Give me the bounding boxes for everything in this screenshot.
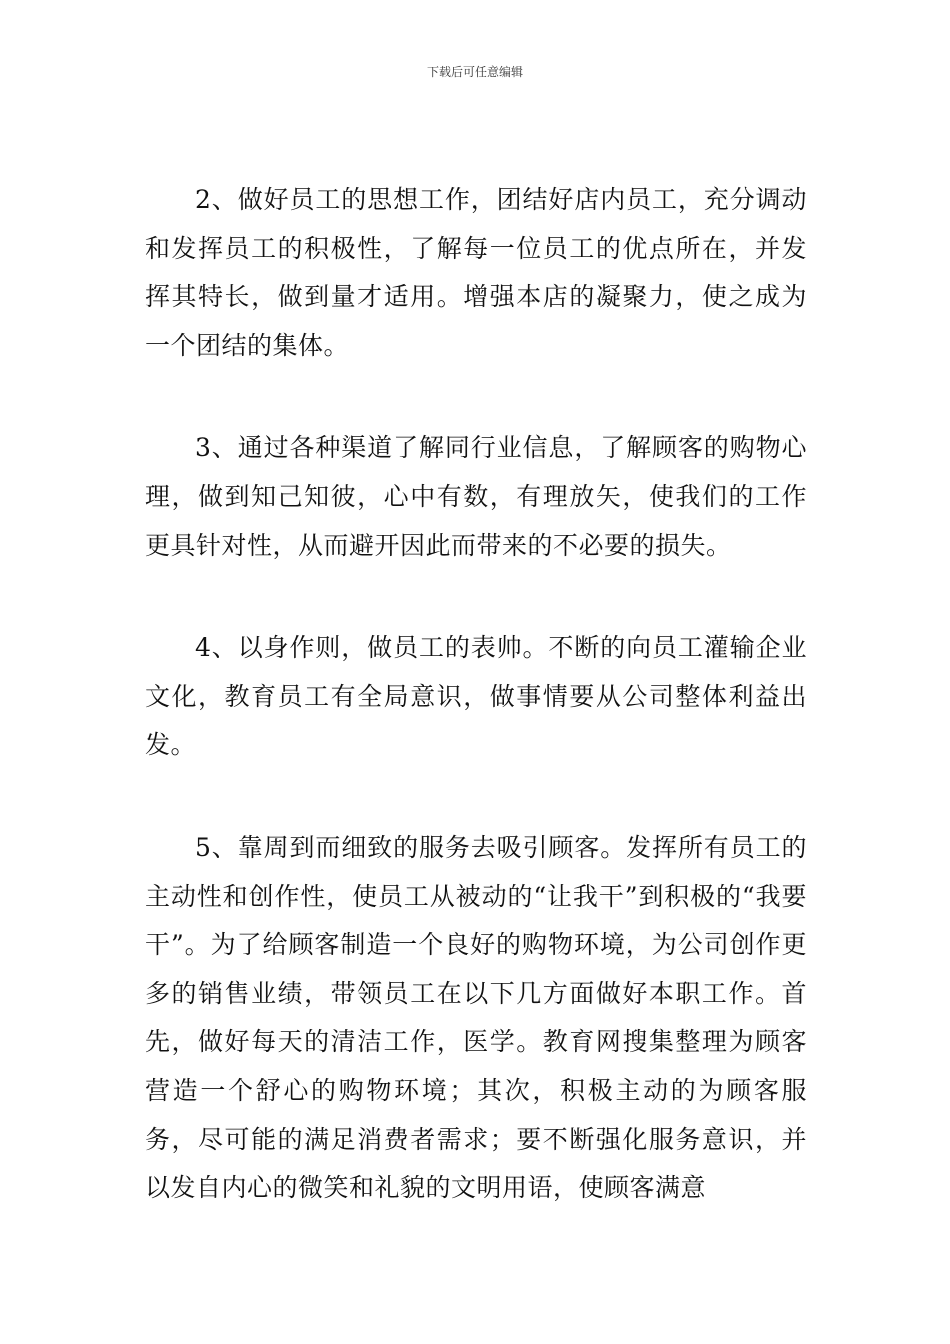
paragraph-3: 3、通过各种渠道了解同行业信息，了解顾客的购物心理，做到知己知彼，心中有数，有理放矢，使我们的工作更具针对性，从而避开因此而带来的不必要的损失。 (145, 433, 807, 560)
document-body (145, 176, 807, 1213)
paragraph-4: 4、以身作则，做员工的表帅。不断的向员工灌输企业文化，教育员工有全局意识，做事情要从公司整体利益出发。 (145, 633, 807, 760)
page-header: 下载后可任意编辑 (426, 65, 523, 79)
paragraph-2: 2、做好员工的思想工作，团结好店内员工，充分调动和发挥员工的积极性，了解每一位员工的优点所在，并发挥其特长，做到量才适用。增强本店的凝聚力，使之成为一个团结的集体。 (145, 185, 807, 360)
paragraph-5: 5、靠周到而细致的服务去吸引顾客。发挥所有员工的主动性和创作性，使员工从被动的“让我干”到积极的“我要干”。为了给顾客制造一个良好的购物环境，为公司创作更多的销售业绩，带领员工在以下几方面做好本职工作。首先，做好每天的清洁工作，医学。教育网搜集整理为顾客营造一个舒心的购物环境；其次，积极主动的为顾客服务，尽可能的满足消费者需求；要不断强化服务意识，并以发自内心的微笑和礼貌的文明用语，使顾客满意 (145, 832, 807, 1203)
